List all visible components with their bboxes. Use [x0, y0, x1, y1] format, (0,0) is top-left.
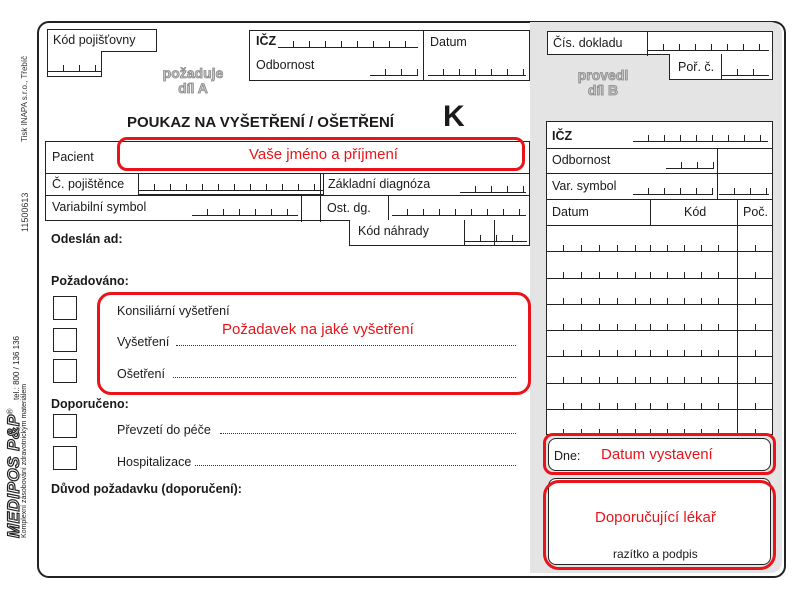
- icz-label: IČZ: [256, 34, 277, 48]
- table-cell-tick: [667, 298, 668, 304]
- annotation-name-text: Vaše jméno a příjmení: [249, 146, 398, 163]
- table-cell-tick: [755, 377, 756, 383]
- table-cell-tick: [701, 377, 702, 383]
- table-cell-tick: [635, 324, 636, 330]
- brand-phone: tel.: 800 / 136 136: [12, 335, 21, 401]
- divider: [547, 173, 772, 174]
- kod-pojistovny-label: Kód pojišťovny: [53, 33, 136, 47]
- divider: [494, 220, 495, 246]
- table-cell-tick: [599, 403, 600, 409]
- table-cell-tick: [755, 298, 756, 304]
- table-cell-tick: [599, 324, 600, 330]
- table-cell-tick: [635, 245, 636, 251]
- pozadovano-label: Požadováno:: [51, 274, 129, 288]
- divider: [547, 148, 772, 149]
- table-cell-tick: [635, 272, 636, 278]
- konsiliarni-checkbox[interactable]: [53, 296, 77, 320]
- c-pojistence-label: Č. pojištěnce: [52, 177, 125, 191]
- table-cell-tick: [737, 272, 738, 278]
- table-cell-tick: [701, 324, 702, 330]
- table-cell-tick: [667, 403, 668, 409]
- table-cell-tick: [581, 377, 582, 383]
- odbornost-b-field[interactable]: [666, 162, 714, 169]
- table-cell-tick: [755, 350, 756, 356]
- var-symbol-field[interactable]: [633, 188, 713, 195]
- pacient-label: Pacient: [52, 150, 94, 164]
- table-cell-tick: [617, 324, 618, 330]
- cis-dokladu-label: Čís. dokladu: [553, 36, 623, 50]
- ost-dg-field[interactable]: [392, 209, 526, 216]
- divider: [46, 195, 324, 196]
- table-cell-tick: [563, 324, 564, 330]
- datum-label: Datum: [430, 35, 467, 49]
- brand-registered: ®: [5, 408, 15, 415]
- var-symbol-field-2[interactable]: [719, 188, 769, 195]
- icz-b-label: IČZ: [552, 129, 573, 143]
- table-cell-tick: [737, 245, 738, 251]
- zakladni-diagnoza-label: Základní diagnóza: [328, 177, 431, 191]
- table-cell-tick: [755, 245, 756, 251]
- print-info: Tisk INAPA s.r.o., Třebíč: [20, 55, 29, 142]
- table-cell-tick: [684, 245, 685, 251]
- prevzeti-checkbox[interactable]: [53, 414, 77, 438]
- provedl-dil-b: [565, 68, 641, 98]
- table-cell-tick: [581, 272, 582, 278]
- duvod-label: Důvod požadavku (doporučení):: [51, 482, 242, 496]
- table-cell-tick: [667, 324, 668, 330]
- table-cell-tick: [563, 403, 564, 409]
- kod-pojistovny-box: [47, 29, 157, 52]
- service-rows[interactable]: [547, 225, 772, 435]
- hospitalizace-line[interactable]: [195, 464, 516, 466]
- table-row-line: [547, 251, 772, 252]
- brand-logo: MEDIPOS P&P: [4, 414, 23, 538]
- table-cell-tick: [599, 272, 600, 278]
- odbornost-box: [249, 52, 530, 81]
- table-cell-tick: [599, 377, 600, 383]
- divider: [320, 195, 529, 196]
- table-cell-tick: [599, 298, 600, 304]
- kod-col-label: Kód: [684, 205, 707, 219]
- form-letter: K: [443, 100, 465, 133]
- table-cell-tick: [650, 350, 651, 356]
- table-cell-tick: [667, 272, 668, 278]
- table-cell-tick: [684, 298, 685, 304]
- kod-nahrady-box: [349, 220, 530, 246]
- table-cell-tick: [718, 272, 719, 278]
- table-cell-tick: [617, 272, 618, 278]
- table-cell-tick: [563, 377, 564, 383]
- brand-tagline: Komplexní zásobování zdravotnickým materiálem: [21, 383, 28, 538]
- var-symbol-label: Var. symbol: [552, 179, 617, 193]
- table-cell-tick: [684, 403, 685, 409]
- table-cell-tick: [650, 298, 651, 304]
- table-cell-tick: [718, 298, 719, 304]
- hospitalizace-label: Hospitalizace: [117, 455, 192, 469]
- kod-nahrady-label: Kód náhrady: [358, 224, 429, 238]
- table-row-line: [547, 330, 772, 331]
- table-cell-tick: [563, 350, 564, 356]
- table-row-line: [547, 278, 772, 279]
- dil-a-text: díl A: [178, 80, 208, 96]
- divider: [464, 220, 465, 246]
- table-cell-tick: [684, 272, 685, 278]
- table-cell-tick: [635, 298, 636, 304]
- pozaduje-text: požaduje: [162, 65, 224, 81]
- divider: [650, 200, 651, 225]
- table-cell-tick: [563, 298, 564, 304]
- table-cell-tick: [684, 377, 685, 383]
- table-row-line: [547, 304, 772, 305]
- provedl-text: provedl: [577, 67, 629, 83]
- table-cell-tick: [701, 245, 702, 251]
- divider: [320, 173, 321, 222]
- table-cell-tick: [635, 403, 636, 409]
- table-row-line: [547, 409, 772, 410]
- table-cell-tick: [650, 324, 651, 330]
- divider: [388, 195, 389, 222]
- divider: [423, 52, 424, 81]
- ticks: [48, 65, 101, 72]
- por-c-field[interactable]: [722, 69, 769, 76]
- table-cell-tick: [617, 403, 618, 409]
- annotation-date-text: Datum vystavení: [601, 446, 713, 463]
- datum-col-label: Datum: [552, 205, 589, 219]
- table-cell-tick: [599, 350, 600, 356]
- variabilni-symbol-field[interactable]: [192, 209, 298, 216]
- provider-block: [546, 121, 773, 200]
- c-pojistence-field[interactable]: [138, 173, 324, 195]
- table-cell-tick: [737, 350, 738, 356]
- form-code: 11500613: [20, 192, 30, 232]
- table-cell-tick: [667, 245, 668, 251]
- vysetreni-label: Vyšetření: [117, 335, 170, 349]
- osetreni-label: Ošetření: [117, 367, 165, 381]
- table-cell-tick: [737, 324, 738, 330]
- table-cell-tick: [718, 350, 719, 356]
- doporuceno-label: Doporučeno:: [51, 397, 129, 411]
- dil-b-text: díl B: [587, 82, 619, 98]
- table-cell-tick: [581, 298, 582, 304]
- prevzeti-label: Převzetí do péče: [117, 423, 211, 437]
- table-cell-tick: [617, 350, 618, 356]
- table-cell-tick: [718, 324, 719, 330]
- pozaduje-dil-a: [156, 66, 230, 96]
- table-cell-tick: [635, 377, 636, 383]
- table-cell-tick: [650, 403, 651, 409]
- table-cell-tick: [581, 403, 582, 409]
- hospitalizace-checkbox[interactable]: [53, 446, 77, 470]
- table-cell-tick: [718, 377, 719, 383]
- cis-dokladu-box: [547, 31, 773, 55]
- odbornost-field[interactable]: [370, 69, 418, 76]
- table-cell-tick: [650, 377, 651, 383]
- kod-pojistovny-field[interactable]: [47, 51, 102, 77]
- divider: [717, 148, 718, 200]
- table-cell-tick: [667, 350, 668, 356]
- table-cell-tick: [667, 377, 668, 383]
- variabilni-symbol-label: Variabilní symbol: [52, 200, 147, 214]
- prevzeti-line[interactable]: [220, 432, 516, 434]
- table-cell-tick: [755, 324, 756, 330]
- annotation-request-box: [97, 292, 531, 395]
- services-table: [546, 200, 773, 435]
- razitko-label: razítko a podpis: [613, 547, 698, 561]
- table-cell-tick: [635, 350, 636, 356]
- divider: [423, 31, 424, 54]
- kod-nahrady-field[interactable]: [465, 235, 527, 242]
- table-cell-tick: [755, 403, 756, 409]
- table-cell-tick: [701, 403, 702, 409]
- table-cell-tick: [701, 350, 702, 356]
- table-cell-tick: [701, 298, 702, 304]
- icz-b-field[interactable]: [633, 135, 768, 142]
- table-cell-tick: [755, 272, 756, 278]
- cis-dokladu-field[interactable]: [648, 44, 769, 51]
- table-cell-tick: [563, 245, 564, 251]
- divider: [301, 195, 302, 222]
- table-cell-tick: [684, 324, 685, 330]
- odeslan-ad-label: Odeslán ad:: [51, 232, 123, 246]
- table-cell-tick: [617, 245, 618, 251]
- odbornost-b-label: Odbornost: [552, 153, 611, 167]
- dne-label: Dne:: [554, 449, 581, 463]
- icz-field[interactable]: [278, 41, 418, 48]
- table-cell-tick: [701, 272, 702, 278]
- divider: [721, 54, 722, 80]
- table-cell-tick: [581, 324, 582, 330]
- table-cell-tick: [581, 245, 582, 251]
- table-cell-tick: [737, 403, 738, 409]
- annotation-request-text: Požadavek na jaké vyšetření: [222, 321, 414, 338]
- table-cell-tick: [718, 403, 719, 409]
- table-cell-tick: [563, 272, 564, 278]
- table-row-line: [547, 356, 772, 357]
- datum-field[interactable]: [428, 69, 526, 76]
- form-title: POUKAZ NA VYŠETŘENÍ / OŠETŘENÍ: [127, 114, 394, 131]
- osetreni-checkbox[interactable]: [53, 359, 77, 383]
- zakladni-diagnoza-field[interactable]: [460, 186, 526, 193]
- vysetreni-checkbox[interactable]: [53, 328, 77, 352]
- annotation-doctor-text: Doporučující lékař: [595, 509, 716, 526]
- table-cell-tick: [617, 377, 618, 383]
- table-cell-tick: [581, 350, 582, 356]
- table-cell-tick: [737, 377, 738, 383]
- table-cell-tick: [718, 245, 719, 251]
- por-c-label: Poř. č.: [678, 60, 715, 74]
- table-cell-tick: [684, 350, 685, 356]
- ticks: [139, 184, 323, 191]
- icz-datum-box: [249, 30, 530, 53]
- konsiliarni-label: Konsiliární vyšetření: [117, 304, 230, 318]
- table-cell-tick: [617, 298, 618, 304]
- table-cell-tick: [599, 245, 600, 251]
- table-cell-tick: [650, 245, 651, 251]
- table-cell-tick: [737, 298, 738, 304]
- odbornost-label: Odbornost: [256, 58, 315, 72]
- table-row-line: [547, 383, 772, 384]
- ost-dg-label: Ost. dg.: [327, 201, 371, 215]
- por-c-box: [669, 54, 773, 80]
- poc-col-label: Poč.: [743, 205, 769, 219]
- table-cell-tick: [650, 272, 651, 278]
